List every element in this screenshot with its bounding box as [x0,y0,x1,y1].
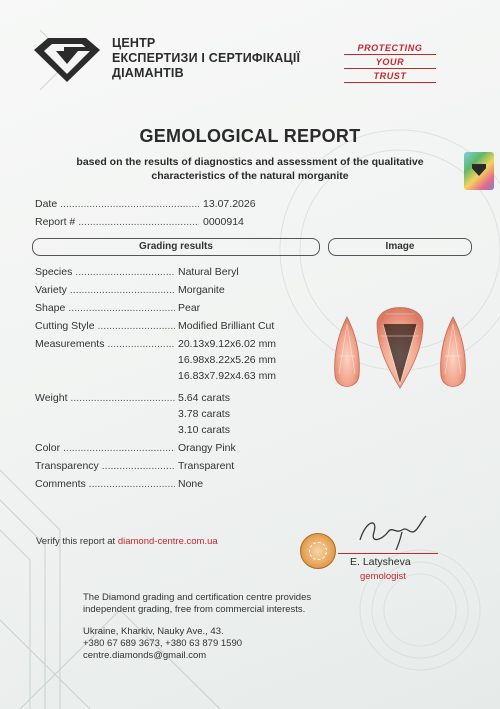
hologram-sticker [464,152,494,190]
species-label: Species ..... [35,266,175,278]
subtitle-line-2: characteristics of the natural morganite [151,170,349,182]
subtitle-line-1: based on the results of diagnostics and assessment of the qualitative [76,156,424,168]
verify-link[interactable]: diamond-centre.com.ua [117,536,218,547]
signer-name: E. Latysheva [350,556,411,568]
slogan-line-2: YOUR [344,56,436,69]
weight-value-2: 3.78 carats [178,408,230,420]
header [30,30,470,90]
morganite-gem-right [441,317,466,387]
contact-phones: +380 67 689 3673, +380 63 879 1590 [83,638,243,649]
about-text [83,592,373,616]
report-subtitle [40,155,460,183]
organization-name [112,36,300,81]
date-label: Date ..... [35,198,199,210]
org-line-2: ЕКСПЕРТИЗИ І СЕРТИФІКАЦІЇ [112,51,301,65]
weight-value-1: 5.64 carats [178,392,230,404]
date-value: 13.07.2026 [203,198,256,210]
slogan-line-1: PROTECTING [344,42,436,55]
measurements-label: Measurements ..... [35,338,175,350]
variety-value: Morganite [178,284,225,296]
weight-label: Weight ..... [35,392,175,404]
cutting-style-label: Cutting Style ..... [35,320,175,332]
transparency-label: Transparency ..... [35,460,175,472]
about-line-1: The Diamond grading and certification centre provides [83,592,312,603]
signer-role: gemologist [360,571,406,582]
variety-label: Variety ..... [35,284,175,296]
contacts [83,626,383,662]
morganite-gem-center [377,308,423,389]
slogan-line-3: TRUST [344,70,436,83]
slogan [344,42,436,84]
hologram-logo-icon [472,164,486,176]
transparency-value: Transparent [178,460,235,472]
signature-icon [352,510,442,554]
weight-value-3: 3.10 carats [178,424,230,436]
cutting-style-value: Modified Brilliant Cut [178,320,275,332]
gem-photos [325,284,475,404]
color-label: Color ..... [35,442,175,454]
contact-email: centre.diamonds@gmail.com [83,650,207,661]
measurement-value-2: 16.98x8.22x5.26 mm [178,354,277,366]
verify-text [36,536,218,547]
measurement-value-1: 20.13x9.12x6.02 mm [178,338,277,350]
color-value: Orangy Pink [178,442,236,454]
diamond-logo-icon [30,34,104,84]
about-line-2: independent grading, free from commercial interests. [83,604,306,615]
grading-results-header: Grading results [32,238,320,256]
report-number-label: Report # ..... [35,216,199,228]
measurement-value-3: 16.83x7.92x4.63 mm [178,370,277,382]
org-line-1: ЦЕНТР [112,36,156,50]
shape-label: Shape ..... [35,302,175,314]
verify-prefix: Verify this report at [36,536,116,547]
gold-seal-icon [300,533,336,569]
shape-value: Pear [178,302,201,314]
comments-label: Comments ..... [35,478,175,490]
species-value: Natural Beryl [178,266,239,278]
report-title: GEMOLOGICAL REPORT [139,126,361,146]
org-line-3: ДІАМАНТІВ [112,66,184,80]
contact-address: Ukraine, Kharkiv, Nauky Ave., 43. [83,626,224,637]
report-number-value: 0000914 [203,216,244,228]
comments-value: None [178,478,204,490]
image-header: Image [328,238,472,256]
morganite-gem-left [335,317,360,387]
signature-line [338,553,438,554]
